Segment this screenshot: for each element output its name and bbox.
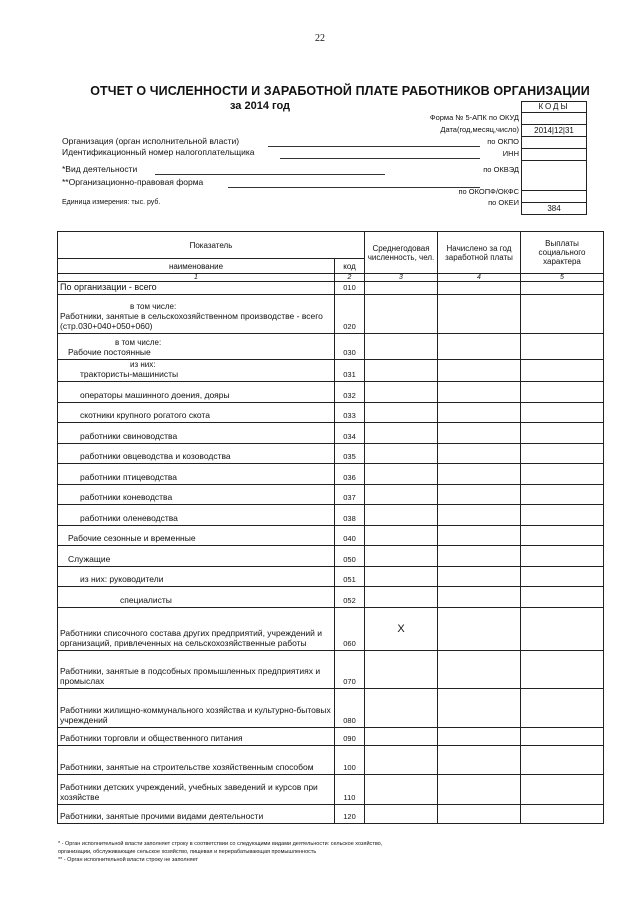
row-col4-cell[interactable] xyxy=(438,805,521,824)
row-label: работники свиноводства xyxy=(80,431,178,441)
row-name xyxy=(58,651,335,689)
table-row xyxy=(58,360,604,382)
row-code: 060 xyxy=(335,608,365,651)
table-row xyxy=(58,587,604,608)
row-col3-cell[interactable] xyxy=(365,746,438,775)
row-code: 030 xyxy=(335,334,365,360)
row-code: 040 xyxy=(335,526,365,546)
table-row xyxy=(58,334,604,360)
row-code: 080 xyxy=(335,689,365,728)
row-label: работники коневодства xyxy=(80,492,173,502)
row-name xyxy=(58,689,335,728)
row-name xyxy=(58,587,335,608)
row-code: 010 xyxy=(335,282,365,295)
row-label: Работники торговли и общественного питания xyxy=(60,733,243,743)
table-row xyxy=(58,505,604,526)
table-row xyxy=(58,485,604,505)
row-col3-cell[interactable] xyxy=(365,526,438,546)
row-col5-cell[interactable] xyxy=(521,505,604,526)
row-col5-cell[interactable] xyxy=(521,282,604,295)
row-col5-cell[interactable] xyxy=(521,444,604,464)
row-col3-cell[interactable] xyxy=(365,464,438,485)
row-code: 033 xyxy=(335,403,365,423)
row-col5-cell[interactable] xyxy=(521,526,604,546)
activity-input-line[interactable] xyxy=(155,173,385,175)
okpo-label: по ОКПО xyxy=(487,137,519,146)
row-prefix: в том числе: xyxy=(115,338,162,347)
okopf-code-cell[interactable] xyxy=(521,191,587,203)
row-col3-cell[interactable] xyxy=(365,728,438,746)
report-table xyxy=(57,231,604,824)
row-code: 090 xyxy=(335,728,365,746)
table-row xyxy=(58,728,604,746)
form-label: Форма № 5-АПК по ОКУД xyxy=(429,113,519,122)
row-label: Рабочие постоянные xyxy=(68,347,151,357)
row-col4-cell[interactable] xyxy=(438,651,521,689)
row-col4-cell[interactable] xyxy=(438,775,521,805)
okved-label: по ОКВЭД xyxy=(483,165,519,174)
row-label: из них: руководители xyxy=(80,574,164,584)
row-name xyxy=(58,382,335,403)
row-code: 031 xyxy=(335,360,365,382)
row-label: Работники списочного состава других предприятий, учреждений и организаций, привлеченных на сельскохозяйственные работы xyxy=(60,628,323,648)
row-prefix: из них: xyxy=(130,360,156,369)
col-number: 5 xyxy=(521,274,604,282)
table-row xyxy=(58,295,604,334)
col-number: 3 xyxy=(365,274,438,282)
row-name xyxy=(58,775,335,805)
row-col3-cell[interactable] xyxy=(365,775,438,805)
row-name xyxy=(58,464,335,485)
okpo-code-cell[interactable] xyxy=(521,137,587,149)
table-row xyxy=(58,403,604,423)
row-code: 100 xyxy=(335,746,365,775)
table-row xyxy=(58,805,604,824)
table-row xyxy=(58,423,604,444)
inn-short-label: ИНН xyxy=(502,149,519,158)
row-col5-cell[interactable] xyxy=(521,360,604,382)
page-number: 22 xyxy=(315,33,325,44)
row-col3-cell[interactable] xyxy=(365,651,438,689)
row-col4-cell[interactable] xyxy=(438,403,521,423)
row-col5-cell[interactable] xyxy=(521,587,604,608)
okud-code-cell[interactable] xyxy=(521,113,587,125)
row-code: 032 xyxy=(335,382,365,403)
row-col4-cell[interactable] xyxy=(438,282,521,295)
row-code: 020 xyxy=(335,295,365,334)
row-col5-cell[interactable] xyxy=(521,382,604,403)
row-col3-cell[interactable] xyxy=(365,689,438,728)
row-code: 038 xyxy=(335,505,365,526)
row-col3-cell[interactable] xyxy=(365,334,438,360)
row-name xyxy=(58,805,335,824)
row-col3-cell[interactable] xyxy=(365,360,438,382)
org-label: Организация (орган исполнительной власти) xyxy=(62,136,240,146)
codes-box xyxy=(521,101,587,215)
table-row xyxy=(58,382,604,403)
row-col3-cell[interactable] xyxy=(365,485,438,505)
row-col5-cell[interactable] xyxy=(521,546,604,567)
row-col4-cell[interactable] xyxy=(438,423,521,444)
row-code: 037 xyxy=(335,485,365,505)
row-name xyxy=(58,423,335,444)
col-number: 4 xyxy=(438,274,521,282)
row-col3-cell[interactable] xyxy=(365,805,438,824)
row-col4-cell[interactable] xyxy=(438,608,521,651)
row-code: 050 xyxy=(335,546,365,567)
date-label: Дата(год,месяц,число) xyxy=(440,125,519,134)
row-col5-cell[interactable] xyxy=(521,805,604,824)
name-header: наименование xyxy=(58,259,335,274)
row-col3-cell[interactable]: Х xyxy=(365,608,438,651)
row-col3-cell[interactable] xyxy=(365,587,438,608)
row-col4-cell[interactable] xyxy=(438,464,521,485)
row-name xyxy=(58,746,335,775)
row-col4-cell[interactable] xyxy=(438,746,521,775)
table-row xyxy=(58,464,604,485)
row-col4-cell[interactable] xyxy=(438,360,521,382)
row-col5-cell[interactable] xyxy=(521,485,604,505)
col5-header: Выплаты социального характера xyxy=(521,232,604,274)
table-row xyxy=(58,689,604,728)
row-col5-cell[interactable] xyxy=(521,689,604,728)
report-title: ОТЧЕТ О ЧИСЛЕННОСТИ И ЗАРАБОТНОЙ ПЛАТЕ РАБОТНИКОВ ОРГАНИЗАЦИИ xyxy=(90,84,590,98)
inn-label: Идентификационный номер налогоплательщика xyxy=(62,147,255,157)
row-col4-cell[interactable] xyxy=(438,567,521,587)
unit-label: Единица измерения: тыс. руб. xyxy=(62,199,161,206)
date-code-cell[interactable]: 2014|12|31 xyxy=(521,125,587,137)
row-name xyxy=(58,295,335,334)
footnote-3: ** - Орган исполнительной власти строку не заполняет xyxy=(58,857,198,863)
row-name xyxy=(58,334,335,360)
okei-code-cell[interactable]: 384 xyxy=(521,203,587,215)
okopf-label: по ОКОПФ/ОКФС xyxy=(458,187,519,196)
row-col3-cell[interactable] xyxy=(365,423,438,444)
row-code: 070 xyxy=(335,651,365,689)
row-name xyxy=(58,546,335,567)
inn-code-cell[interactable] xyxy=(521,149,587,161)
row-name xyxy=(58,403,335,423)
row-col3-cell[interactable] xyxy=(365,546,438,567)
row-col5-cell[interactable] xyxy=(521,567,604,587)
row-label: Рабочие сезонные и временные xyxy=(68,533,196,543)
row-col4-cell[interactable] xyxy=(438,728,521,746)
row-name xyxy=(58,567,335,587)
row-col4-cell[interactable] xyxy=(438,505,521,526)
row-code: 110 xyxy=(335,775,365,805)
row-label: трактористы-машинисты xyxy=(80,369,179,379)
table-row xyxy=(58,775,604,805)
row-label: Работники жилищно-коммунального хозяйства и культурно-бытовых учреждений xyxy=(60,705,331,725)
col-number: 1 xyxy=(58,274,335,282)
col4-header: Начислено за год заработной платы xyxy=(438,232,521,274)
table-row xyxy=(58,651,604,689)
row-col5-cell[interactable] xyxy=(521,728,604,746)
org-input-line[interactable] xyxy=(268,145,480,147)
row-col5-cell[interactable] xyxy=(521,464,604,485)
row-col5-cell[interactable] xyxy=(521,423,604,444)
row-code: 034 xyxy=(335,423,365,444)
row-code: 036 xyxy=(335,464,365,485)
row-col5-cell[interactable] xyxy=(521,651,604,689)
row-col4-cell[interactable] xyxy=(438,485,521,505)
table-row xyxy=(58,608,604,651)
activity-label: *Вид деятельности xyxy=(62,164,138,174)
report-period: за 2014 год xyxy=(229,100,291,112)
row-label: Работники детских учреждений, учебных заведений и курсов при хозяйстве xyxy=(60,782,318,802)
row-col4-cell[interactable] xyxy=(438,526,521,546)
row-name xyxy=(58,505,335,526)
row-label: Работники, занятые прочими видами деятельности xyxy=(60,811,264,821)
okved-code-cell[interactable] xyxy=(521,161,587,191)
table-row xyxy=(58,746,604,775)
footnote-1: * - Орган исполнительной власти заполняет строку в соответствии со следующими видами деятельности: сельское хозяйство, xyxy=(58,841,383,847)
row-col3-cell[interactable] xyxy=(365,444,438,464)
inn-input-line[interactable] xyxy=(280,157,480,159)
row-col4-cell[interactable] xyxy=(438,382,521,403)
col3-header: Среднегодовая численность, чел. xyxy=(365,232,438,274)
codes-header: КОДЫ xyxy=(521,101,587,113)
row-col4-cell[interactable] xyxy=(438,546,521,567)
row-label: скотники крупного рогатого скота xyxy=(80,410,210,420)
row-code: 120 xyxy=(335,805,365,824)
row-name xyxy=(58,608,335,651)
row-label: Служащие xyxy=(68,554,111,564)
row-label: работники овцеводства и козоводства xyxy=(80,451,231,461)
row-name xyxy=(58,526,335,546)
row-name xyxy=(58,360,335,382)
row-col4-cell[interactable] xyxy=(438,334,521,360)
row-label: операторы машинного доения, дояры xyxy=(80,390,230,400)
table-row xyxy=(58,282,604,295)
row-col5-cell[interactable] xyxy=(521,403,604,423)
row-col5-cell[interactable] xyxy=(521,334,604,360)
table-row xyxy=(58,444,604,464)
row-label: Работники, занятые в сельскохозяйственном производстве - всего (стр.030+040+050+060) xyxy=(60,311,323,331)
row-label: Работники, занятые на строительстве хозяйственным способом xyxy=(60,762,314,772)
row-code: 035 xyxy=(335,444,365,464)
row-label: специалисты xyxy=(120,595,172,605)
row-name xyxy=(58,282,335,295)
row-label: По организации - всего xyxy=(60,282,157,292)
legal-form-label: **Организационно-правовая форма xyxy=(62,177,204,187)
row-name xyxy=(58,444,335,464)
row-label: работники оленеводства xyxy=(80,513,178,523)
row-label: работники птицеводства xyxy=(80,472,177,482)
row-col3-cell[interactable] xyxy=(365,505,438,526)
row-name xyxy=(58,728,335,746)
okei-label: по ОКЕИ xyxy=(488,198,519,207)
row-label: Работники, занятые в подсобных промышленных предприятиях и промыслах xyxy=(60,666,321,686)
table-row xyxy=(58,526,604,546)
code-header: код xyxy=(335,259,365,274)
row-col3-cell[interactable] xyxy=(365,567,438,587)
row-col3-cell[interactable] xyxy=(365,295,438,334)
row-code: 052 xyxy=(335,587,365,608)
table-row xyxy=(58,567,604,587)
table-row xyxy=(58,546,604,567)
col-number: 2 xyxy=(335,274,365,282)
row-col4-cell[interactable] xyxy=(438,444,521,464)
row-col4-cell[interactable] xyxy=(438,587,521,608)
indicator-header: Показатель xyxy=(58,232,365,259)
row-col3-cell[interactable] xyxy=(365,382,438,403)
row-col3-cell[interactable] xyxy=(365,282,438,295)
row-col5-cell[interactable] xyxy=(521,608,604,651)
row-col5-cell[interactable] xyxy=(521,295,604,334)
row-col4-cell[interactable] xyxy=(438,689,521,728)
row-name xyxy=(58,485,335,505)
row-col5-cell[interactable] xyxy=(521,746,604,775)
row-col4-cell[interactable] xyxy=(438,295,521,334)
row-col5-cell[interactable] xyxy=(521,775,604,805)
row-prefix: в том числе: xyxy=(130,302,177,311)
footnote-2: организации, обслуживающие сельское хозяйство, пищевая и перерабатывающая промышленность xyxy=(58,849,317,855)
row-code: 051 xyxy=(335,567,365,587)
row-col3-cell[interactable] xyxy=(365,403,438,423)
